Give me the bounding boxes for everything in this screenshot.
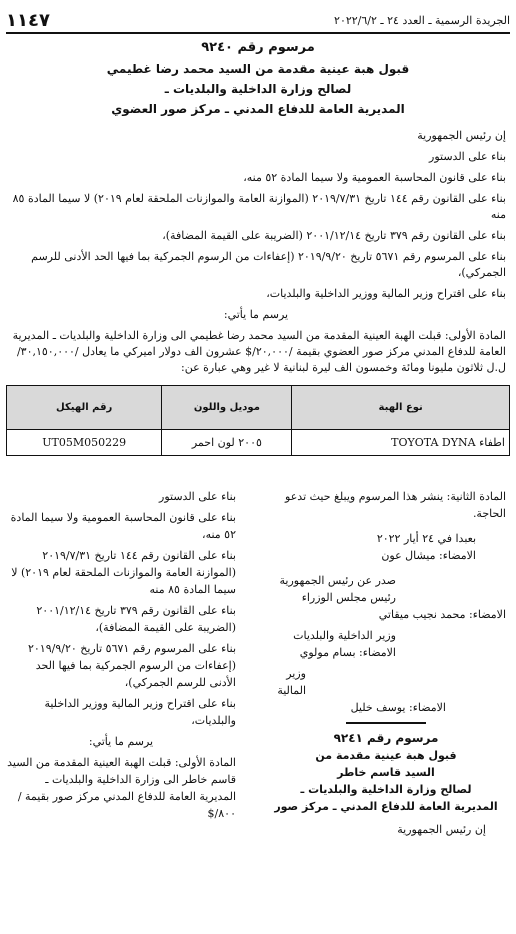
left-column (6, 488, 236, 822)
decree2-number: مرسوم رقم ٩٢٤١ (333, 731, 439, 745)
journal-title: الجريدة الرسمية ـ العدد ٢٤ ـ ٢٠٢٢/٦/٢ (334, 14, 510, 27)
preamble-accounting: بناء على قانون المحاسبة العمومية ولا سيما المادة ٥٢ منه، (243, 171, 506, 184)
decree2-president: إن رئيس الجمهورية (397, 823, 486, 836)
decree2-subject-3: لصالح وزارة الداخلية والبلديات ـ (300, 783, 472, 796)
preamble-budget-law: بناء على القانون رقم ١٤٤ تاريخ ٢٠١٩/٧/٣١ (الموازنة العامة والموازنات الملحقة لعام ٢٠١٩) لا سيما المادة ٨٥ منه (12, 192, 506, 221)
sig-interior: الامضاء: بسام مولوي (299, 646, 396, 659)
left-accounting: بناء على قانون المحاسبة العمومية ولا سيما المادة ٥٢ منه، (10, 511, 236, 541)
preamble-president: إن رئيس الجمهورية (417, 129, 506, 142)
left-proposal: بناء على اقتراح وزير المالية ووزير الداخلية والبلديات، (44, 697, 236, 727)
left-decrees-following: يرسم ما يأتي: (88, 735, 154, 748)
decree-subject-1: قبول هبة عينية مقدمة من السيد محمد رضا غطيمي (106, 62, 410, 76)
article-one: المادة الأولى: قبلت الهبة العينية المقدمة من السيد محمد رضا غطيمي الى وزارة الداخلية والبلديات ـ المديرية العامة للدفاع المدني مركز صور العضوي بقيمة /٢٠,٠٠٠/$ عشرون الف دولار اميركي ما يعادل /٣٠,١٥٠,٠٠٠/ ل.ل ثلاثون مليونا ومائة وخمسون الف ليرة لبنانية لا غير وهي عبارة عن: (12, 329, 506, 374)
preamble-constitution: بناء على الدستور (429, 150, 506, 163)
role-interior: وزير الداخلية والبلديات (293, 629, 396, 642)
col-header-type: نوع الهبة (292, 386, 510, 430)
col-header-model: موديل واللون (162, 386, 292, 430)
cell-model: ٢٠٠٥ لون احمر (162, 430, 292, 456)
sign-date: بعبدا في ٢٤ أيار ٢٠٢٢ (376, 532, 476, 545)
role-finance: وزير المالية (277, 667, 306, 697)
left-customs-decree: بناء على المرسوم رقم ٥٦٧١ تاريخ ٢٠١٩/٩/٢٠ (إعفاءات من الرسوم الجمركية بما فيها الحد الأدنى للرسم الجمركي)، (27, 642, 236, 689)
page-number: ١١٤٧ (6, 10, 50, 31)
header-rule (6, 32, 510, 34)
cell-chassis: UT05M050229 (7, 430, 162, 456)
left-budget-law: بناء على القانون رقم ١٤٤ تاريخ ٢٠١٩/٧/٣١ (الموازنة العامة والموازنات الملحقة لعام ٢٠١٩) لا سيما المادة ٨٥ منه (11, 549, 236, 596)
preamble-vat-law: بناء على القانون رقم ٣٧٩ تاريخ ٢٠٠١/١٢/١٤ (الضريبة على القيمة المضافة)، (162, 229, 506, 242)
col-header-chassis: رقم الهيكل (7, 386, 162, 430)
sig-finance: الامضاء: يوسف خليل (350, 701, 446, 714)
table-header-row (7, 386, 510, 430)
decree2-subject-1: قبول هبة عينية مقدمة من (315, 749, 457, 762)
left-constitution: بناء على الدستور (159, 490, 236, 503)
decree-body (6, 128, 506, 381)
page-header (6, 10, 510, 32)
right-column (266, 488, 506, 838)
issued-by: صدر عن رئيس الجمهورية (279, 574, 396, 587)
role-pm: رئيس مجلس الوزراء (301, 591, 396, 604)
preamble-customs-decree: بناء على المرسوم رقم ٥٦٧١ تاريخ ٢٠١٩/٩/٢٠ (إعفاءات من الرسوم الجمركية بما فيها الحد الأدنى للرسم الجمركي)، (31, 250, 506, 279)
preamble-proposal: بناء على اقتراح وزير المالية ووزير الداخلية والبلديات، (266, 287, 506, 300)
article-two: المادة الثانية: ينشر هذا المرسوم ويبلغ حيث تدعو الحاجة. (285, 490, 506, 520)
decree-number: مرسوم رقم ٩٢٤٠ (201, 40, 315, 55)
donation-table (6, 385, 510, 456)
cell-type: اطفاء TOYOTA DYNA (292, 430, 510, 456)
sig-president: الامضاء: ميشال عون (381, 549, 476, 562)
left-article-one: المادة الأولى: قبلت الهبة العينية المقدمة من السيد قاسم خاطر الى وزارة الداخلية والبلديات ـ المديرية العامة للدفاع المدني مركز صور بقيمة /٨٠٠/$ (7, 756, 236, 820)
decree2-subject-4: المديرية العامة للدفاع المدني ـ مركز صور (274, 800, 498, 813)
decree2-subject-2: السيد قاسم خاطر (337, 766, 435, 779)
separator (346, 722, 426, 724)
decree-subject-3: المديرية العامة للدفاع المدني ـ مركز صور العضوي (111, 102, 405, 116)
table-row (7, 430, 510, 456)
sig-pm: الامضاء: محمد نجيب ميقاتي (378, 608, 506, 621)
left-vat-law: بناء على القانون رقم ٣٧٩ تاريخ ٢٠٠١/١٢/١٤ (الضريبة على القيمة المضافة)، (36, 604, 236, 634)
decree-subject-2: لصالح وزارة الداخلية والبلديات ـ (164, 82, 352, 96)
decrees-following: يرسم ما يأتي: (223, 308, 289, 321)
